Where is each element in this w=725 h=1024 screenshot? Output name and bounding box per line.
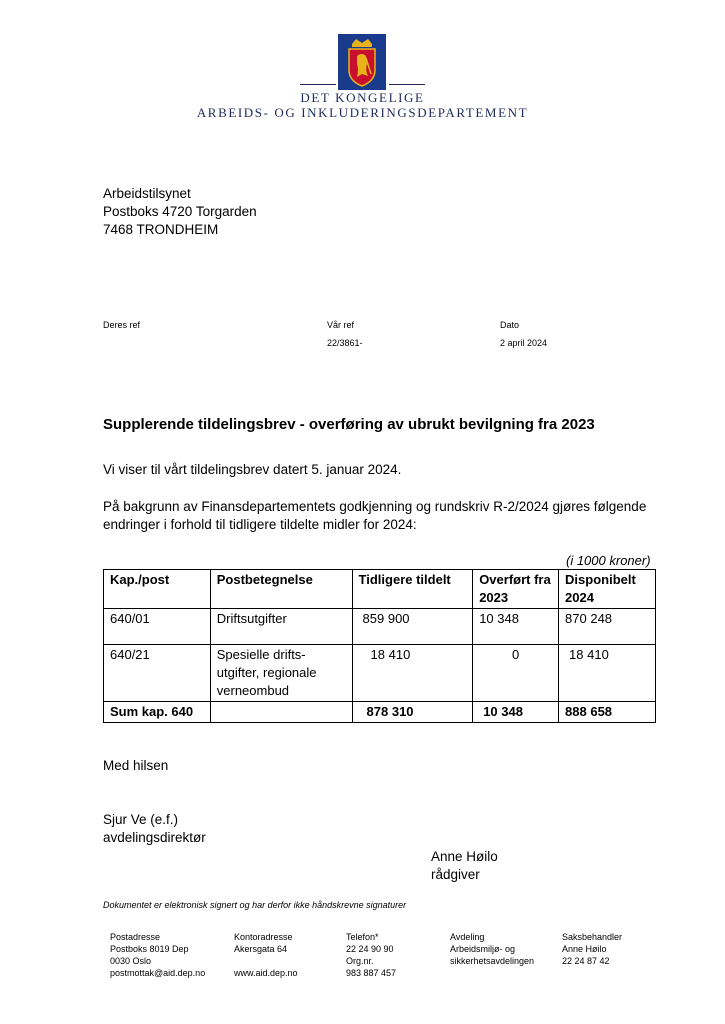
date-value: 2 april 2024 [500, 338, 548, 348]
table-cell: 640/21 [104, 645, 211, 702]
footer-telefon [346, 931, 396, 979]
table-cell: 18 410 [559, 645, 656, 702]
header-rule-right [389, 84, 425, 85]
footer-line: 22 24 87 42 [562, 956, 610, 966]
header-rule-left [300, 84, 336, 85]
table-cell: 888 658 [559, 702, 656, 723]
letter-title: Supplerende tildelingsbrev - overføring av ubrukt bevilgning fra 2023 [103, 416, 595, 433]
deres-ref-label: Deres ref [103, 320, 141, 330]
footer-saksbehandler [562, 931, 622, 967]
paragraph-1: Vi viser til vårt tildelingsbrev datert 5. januar 2024. [103, 462, 402, 477]
coat-of-arms-logo [338, 34, 386, 90]
header-cell: Disponibelt 2024 [559, 570, 656, 609]
recipient-city: 7468 TRONDHEIM [103, 222, 219, 237]
table-row [104, 645, 656, 702]
var-ref-label: Vår ref [327, 320, 355, 330]
header-line-1: DET KONGELIGE [300, 90, 425, 105]
table-row [104, 609, 656, 645]
footer-line: Saksbehandler [562, 932, 623, 942]
header-cell: Postbetegnelse [210, 570, 352, 609]
footer-line: Telefon* [346, 932, 379, 942]
var-ref-value: 22/3861- [327, 338, 363, 348]
footer-line: Org.nr. [346, 956, 374, 966]
table-cell: 10 348 [473, 609, 559, 645]
footer-line: 0030 Oslo [110, 956, 152, 966]
table-cell: Sum kap. 640 [104, 702, 211, 723]
footer-line: 22 24 90 90 [346, 944, 394, 954]
footer-avdeling [450, 931, 534, 967]
footer-line: Kontoradresse [234, 932, 293, 942]
date-label: Dato [500, 320, 520, 330]
table-cell: Spesielle drifts-utgifter, regionale verneombud [210, 645, 352, 702]
footer-line: Postadresse [110, 932, 161, 942]
allocation-table [103, 569, 656, 723]
table-cell: 18 410 [352, 645, 473, 702]
table-cell [210, 702, 352, 723]
paragraph-2: På bakgrunn av Finansdepartementets godkjenning og rundskriv R-2/2024 gjøres følgende endringer i forhold til tidligere tildelte midler for 2024: [103, 499, 647, 532]
header-cell: Tidligere tildelt [352, 570, 473, 609]
table-unit: (i 1000 kroner) [566, 553, 651, 568]
table-cell: 878 310 [352, 702, 473, 723]
signer-1-title: avdelingsdirektør [103, 830, 206, 845]
footer-line: Postboks 8019 Dep [110, 944, 189, 954]
footer-line: Akersgata 64 [234, 944, 288, 954]
table-cell: 0 [473, 645, 559, 702]
signer-2-title: rådgiver [431, 867, 480, 882]
footer-kontoradresse [234, 931, 298, 979]
footer-line: 983 887 457 [346, 968, 397, 978]
footer-postadresse [110, 931, 205, 979]
recipient-address [103, 185, 257, 239]
header-cell: Overført fra 2023 [473, 570, 559, 609]
table-cell: 859 900 [352, 609, 473, 645]
signature-footnote: Dokumentet er elektronisk signert og har derfor ikke håndskrevne signaturer [103, 900, 407, 910]
footer-line [234, 955, 298, 967]
table-cell: 10 348 [473, 702, 559, 723]
table-cell: Driftsutgifter [210, 609, 352, 645]
footer-line: Arbeidsmiljø- og [450, 944, 516, 954]
table-sum-row [104, 702, 656, 723]
header-line-2: ARBEIDS- OG INKLUDERINGSDEPARTEMENT [196, 105, 529, 120]
recipient-street: Postboks 4720 Torgarden [103, 204, 257, 219]
signer-2-name: Anne Høilo [431, 849, 498, 864]
table-header-row [104, 570, 656, 609]
footer-website: www.aid.dep.no [234, 968, 298, 978]
footer-line: sikkerhetsavdelingen [450, 956, 535, 966]
signer-1-name: Sjur Ve (e.f.) [103, 812, 179, 827]
footer-line: Anne Høilo [562, 944, 607, 954]
footer-email: postmottak@aid.dep.no [110, 968, 206, 978]
footer-line: Avdeling [450, 932, 485, 942]
recipient-name: Arbeidstilsynet [103, 186, 191, 201]
table-cell: 870 248 [559, 609, 656, 645]
greeting: Med hilsen [103, 758, 169, 773]
header-cell: Kap./post [104, 570, 211, 609]
table-cell: 640/01 [104, 609, 211, 645]
